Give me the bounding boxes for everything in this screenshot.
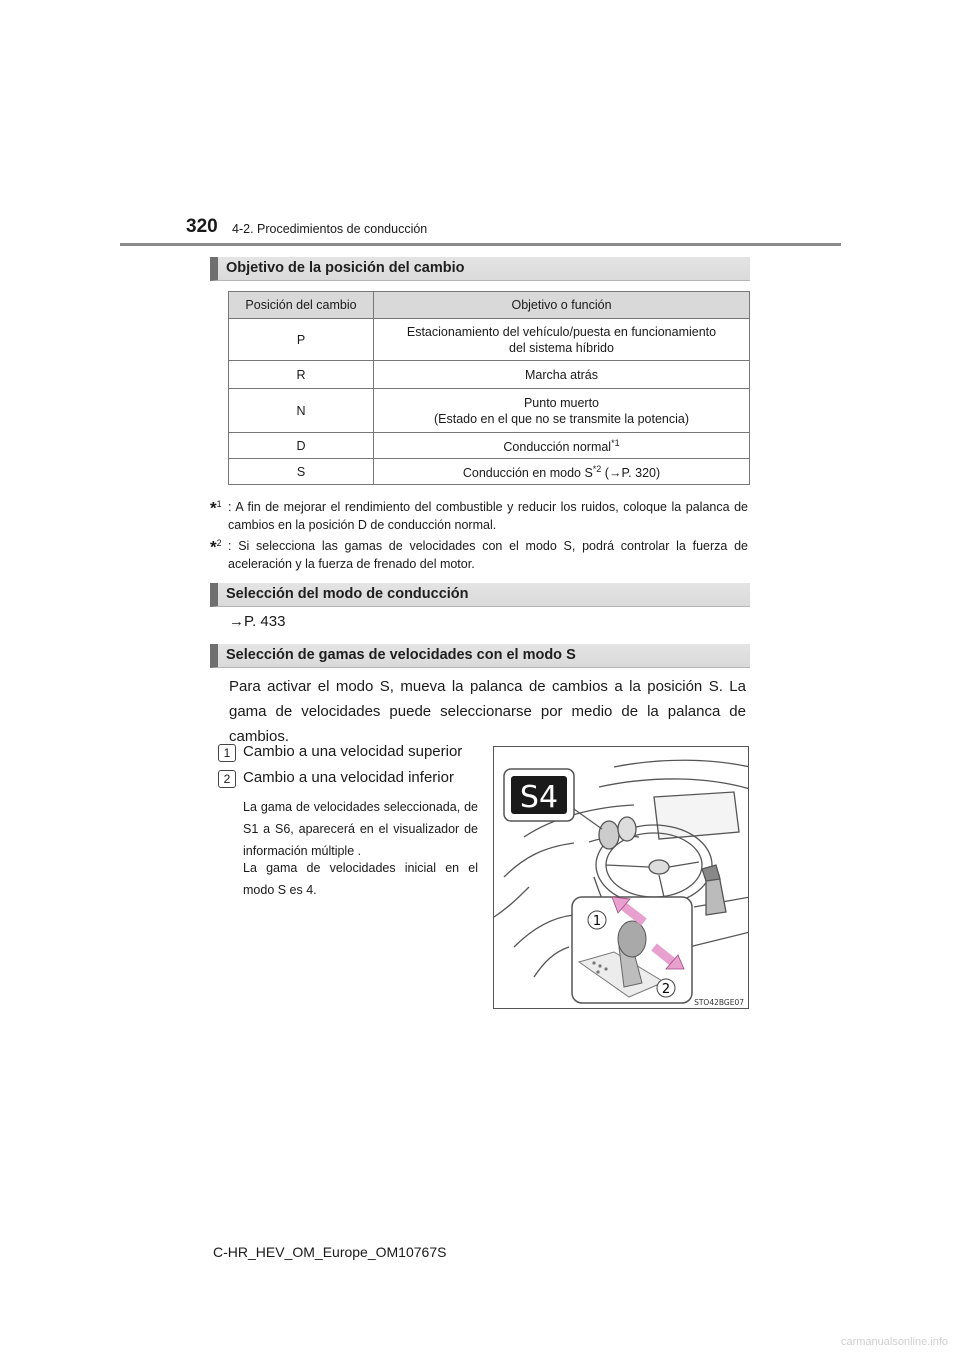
s-mode-intro: Para activar el modo S, mueva la palanca de cambios a la posición S. La gama de velocidades puede seleccionarse por medio de la palanca de cambios.: [229, 678, 746, 745]
page-reference: (→P. 320): [604, 466, 661, 481]
callout-1: 1: [592, 914, 602, 929]
footnote-marker: *$^2$: [210, 537, 222, 557]
table-cell-function: [374, 459, 750, 485]
heading-s-mode: [210, 644, 750, 668]
footnote-mark: *2: [592, 464, 602, 475]
shift-position-table: [228, 291, 750, 485]
footnote-mark: *1: [611, 438, 620, 449]
step-number: 2: [218, 770, 236, 788]
function-line: (Estado en el que no se transmite la potencia): [433, 411, 689, 426]
document-id: C-HR_HEV_OM_Europe_OM10767S: [213, 1244, 447, 1260]
function-text: Conducción normal: [503, 440, 612, 455]
function-line: del sistema híbrido: [509, 340, 614, 355]
function-text: Conducción en modo S: [462, 466, 593, 481]
footnote-2: [210, 537, 748, 573]
function-line: Punto muerto: [523, 395, 600, 410]
table-cell-position: P: [229, 319, 374, 361]
heading-s-mode-text: Selección de gamas de velocidades con el modo S: [226, 647, 576, 663]
table-row: [229, 389, 750, 433]
step-number: 1: [218, 744, 236, 762]
table-cell-function: [374, 319, 750, 361]
heading-shift-purpose: [210, 257, 750, 281]
section-label: 4-2. Procedimientos de conducción: [232, 222, 428, 236]
shift-lever-illustration: [493, 746, 749, 1009]
heading-drive-mode: [210, 583, 750, 607]
heading-shift-purpose-text: Objetivo de la posición del cambio: [226, 260, 465, 276]
table-row: [229, 433, 750, 459]
table-cell-function: Marcha atrás: [374, 361, 750, 389]
table-row: [229, 319, 750, 361]
table-header-function: Objetivo o función: [374, 292, 750, 319]
watermark: carmanualsonline.info: [840, 1336, 948, 1348]
table-cell-function: [374, 389, 750, 433]
note-initial-gear: La gama de velocidades inicial en el modo S es 4.: [243, 861, 478, 897]
table-row: [229, 459, 750, 485]
heading-drive-mode-text: Selección del modo de conducción: [226, 586, 469, 602]
footnote-text: : A fin de mejorar el rendimiento del combustible y reducir los ruidos, coloque la palanca de cambios en la posición D de conducción normal.: [228, 500, 748, 532]
table-cell-function: [374, 433, 750, 459]
note-gear-range: La gama de velocidades seleccionada, de S1 a S6, aparecerá en el visualizador de información múltiple .: [243, 800, 478, 858]
cockpit-drawing: [494, 747, 749, 1009]
table-cell-position: N: [229, 389, 374, 433]
callout-2: 2: [661, 982, 671, 997]
footnote-text: : Si selecciona las gamas de velocidades con el modo S, podrá controlar la fuerza de aceleración y la fuerza de frenado del motor.: [228, 539, 748, 571]
function-line: Estacionamiento del vehículo/puesta en funcionamiento: [406, 324, 717, 339]
page-number: 320: [186, 216, 218, 237]
table-row: [229, 361, 750, 389]
footnote-1: [210, 498, 748, 534]
table-header-position: Posición del cambio: [229, 292, 374, 319]
table-cell-position: S: [229, 459, 374, 485]
page-reference-link[interactable]: →P. 433: [229, 613, 286, 630]
s4-display-text: S4: [519, 780, 559, 815]
step-text: Cambio a una velocidad inferior: [243, 769, 454, 786]
table-cell-position: R: [229, 361, 374, 389]
footnote-marker: *$^1$: [210, 498, 222, 518]
table-header-row: [229, 292, 750, 319]
header-rule: [120, 243, 841, 246]
table-cell-position: D: [229, 433, 374, 459]
figure-code: STO42BGE07: [694, 998, 744, 1007]
step-text: Cambio a una velocidad superior: [243, 743, 463, 760]
